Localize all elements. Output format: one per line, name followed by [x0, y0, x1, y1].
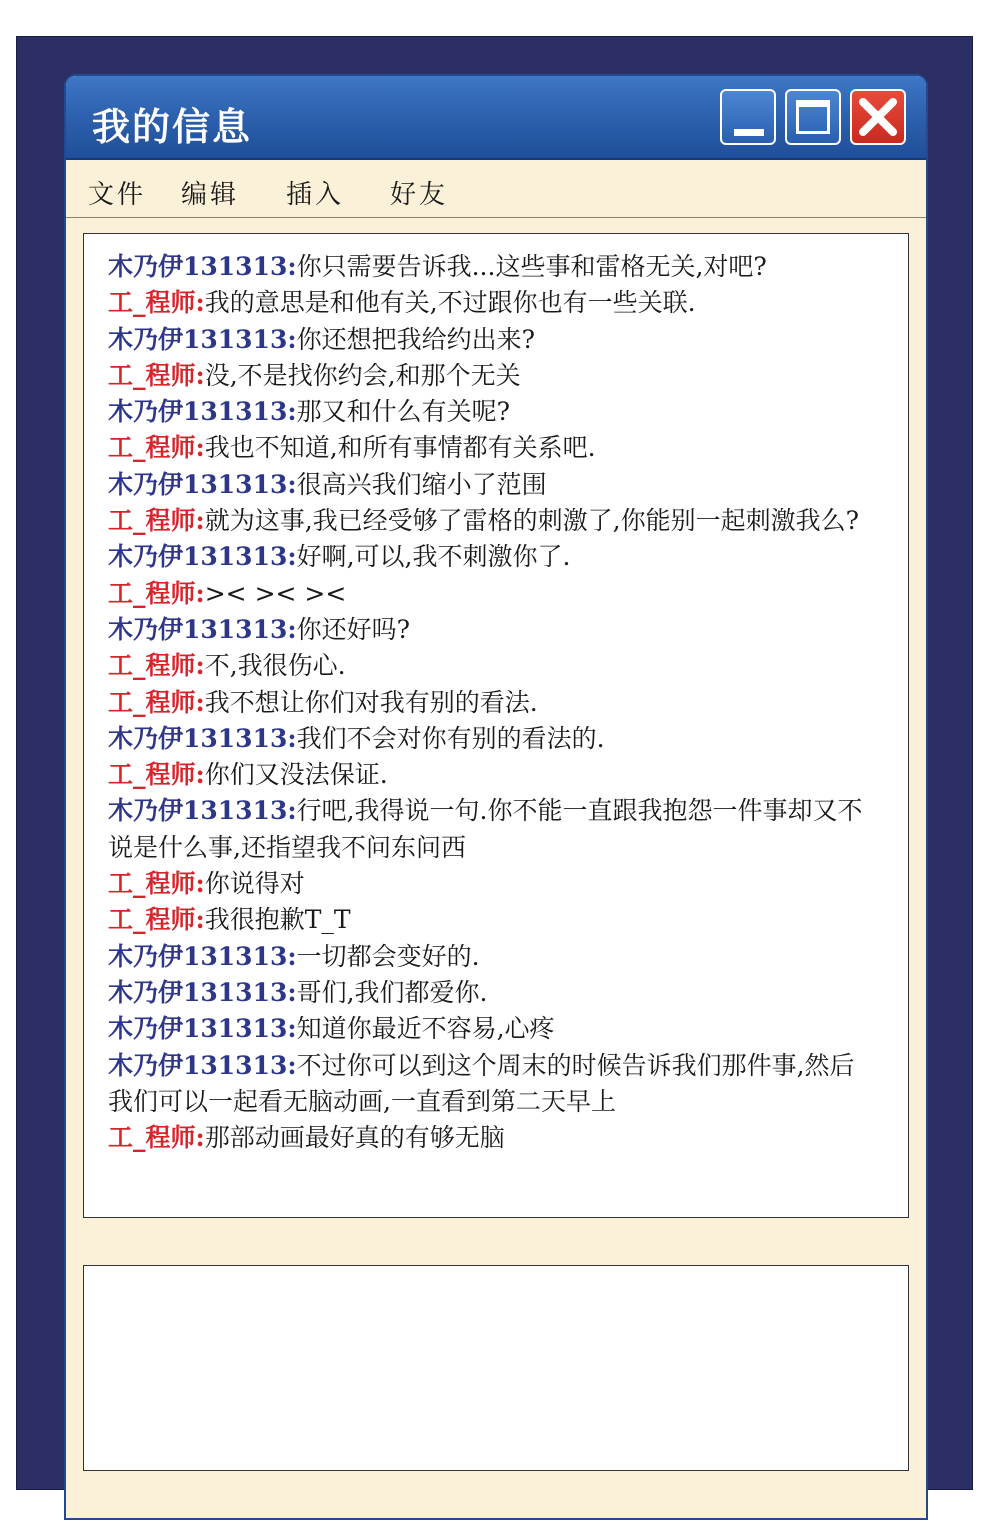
chat-message [108, 322, 868, 358]
message-sender: 木乃伊131313: [108, 252, 297, 281]
maximize-icon [796, 100, 830, 134]
chat-message [108, 721, 868, 757]
message-text: 你们又没法保证. [204, 760, 388, 790]
message-sender: 木乃伊131313: [108, 324, 297, 354]
message-text: 你说得对 [204, 869, 305, 899]
message-text: 你还想把我给约出来? [296, 324, 536, 354]
chat-message [108, 358, 868, 394]
message-text: 我不想让你们对我有别的看法. [204, 687, 538, 717]
chat-message [108, 576, 868, 612]
minimize-icon [734, 129, 764, 136]
chat-message [108, 394, 868, 430]
menu-file[interactable]: 文件 [88, 180, 147, 210]
close-button[interactable] [850, 89, 906, 145]
window-title: 我的信息 [92, 105, 253, 149]
message-text: 不过你可以到这个周末的时候告诉我们那件事,然后我们可以一起看无脑动画,一直看到第二天早上 [108, 1050, 855, 1116]
message-sender: 木乃伊131313: [108, 977, 297, 1007]
chat-message [108, 249, 868, 285]
chat-message [108, 902, 868, 938]
menu-edit[interactable]: 编辑 [181, 180, 240, 210]
chat-message [108, 793, 868, 866]
message-text: 好啊,可以,我不刺激你了. [296, 542, 571, 572]
message-sender: 木乃伊131313: [108, 542, 297, 572]
chat-history[interactable] [83, 233, 909, 1218]
messenger-window [64, 74, 928, 1520]
message-sender: 工_程师: [108, 687, 205, 717]
title-bar[interactable] [66, 76, 926, 160]
message-text: 一切都会变好的. [296, 941, 480, 971]
chat-message [108, 539, 868, 575]
chat-message [108, 648, 868, 684]
message-sender: 木乃伊131313: [108, 1014, 297, 1044]
message-text: 没,不是找你约会,和那个无关 [204, 360, 521, 390]
message-sender: 工_程师: [108, 506, 205, 536]
chat-message [108, 975, 868, 1011]
message-sender: 木乃伊131313: [108, 469, 297, 499]
message-text: 行吧,我得说一句.你不能一直跟我抱怨一件事却又不说是什么事,还指望我不问东问西 [108, 796, 863, 862]
message-sender: 木乃伊131313: [108, 723, 297, 753]
chat-message [108, 467, 868, 503]
chat-message [108, 685, 868, 721]
message-sender: 工_程师: [108, 360, 205, 390]
message-sender: 工_程师: [108, 651, 205, 681]
chat-message [108, 757, 868, 793]
message-text: 我们不会对你有别的看法的. [296, 723, 605, 753]
maximize-button[interactable] [785, 89, 841, 145]
message-sender: 木乃伊131313: [108, 614, 297, 644]
message-sender: 工_程师: [108, 760, 205, 790]
message-text: 那部动画最好真的有够无脑 [204, 1123, 505, 1153]
chat-message [108, 1011, 868, 1047]
chat-message [108, 285, 868, 321]
message-text: 你还好吗? [296, 614, 411, 644]
chat-message [108, 939, 868, 975]
message-text: 不,我很伤心. [204, 651, 346, 681]
chat-message [108, 1048, 868, 1121]
message-text: 我也不知道,和所有事情都有关系吧. [204, 433, 596, 463]
message-text: 知道你最近不容易,心疼 [296, 1014, 555, 1044]
message-list [108, 249, 868, 1156]
message-sender: 工_程师: [108, 869, 205, 899]
chat-message [108, 503, 868, 539]
message-text: 就为这事,我已经受够了雷格的刺激了,你能别一起刺激我么? [204, 506, 860, 536]
message-sender: 工_程师: [108, 1123, 205, 1153]
message-sender: 工_程师: [108, 288, 205, 318]
chat-message [108, 612, 868, 648]
message-text: >< >< >< [204, 578, 347, 608]
message-sender: 木乃伊131313: [108, 1050, 297, 1080]
close-icon [852, 91, 904, 143]
chat-message [108, 866, 868, 902]
message-sender: 木乃伊131313: [108, 941, 297, 971]
message-text: 你只需要告诉我...这些事和雷格无关,对吧? [296, 252, 767, 281]
menu-bar [66, 160, 926, 218]
message-text: 很高兴我们缩小了范围 [296, 469, 547, 499]
message-text: 我很抱歉T_T [204, 905, 351, 935]
message-input[interactable] [84, 1266, 908, 1470]
message-sender: 木乃伊131313: [108, 397, 297, 427]
message-text: 那又和什么有关呢? [296, 397, 511, 427]
menu-insert[interactable]: 插入 [286, 180, 345, 210]
message-sender: 工_程师: [108, 578, 205, 608]
message-input-area[interactable] [83, 1265, 909, 1471]
menu-friends[interactable]: 好友 [390, 180, 449, 210]
message-sender: 工_程师: [108, 433, 205, 463]
message-text: 哥们,我们都爱你. [296, 977, 488, 1007]
message-sender: 工_程师: [108, 905, 205, 935]
message-sender: 木乃伊131313: [108, 796, 297, 826]
chat-message [108, 1120, 868, 1156]
message-text: 我的意思是和他有关,不过跟你也有一些关联. [204, 288, 696, 318]
chat-message [108, 430, 868, 466]
minimize-button[interactable] [720, 89, 776, 145]
